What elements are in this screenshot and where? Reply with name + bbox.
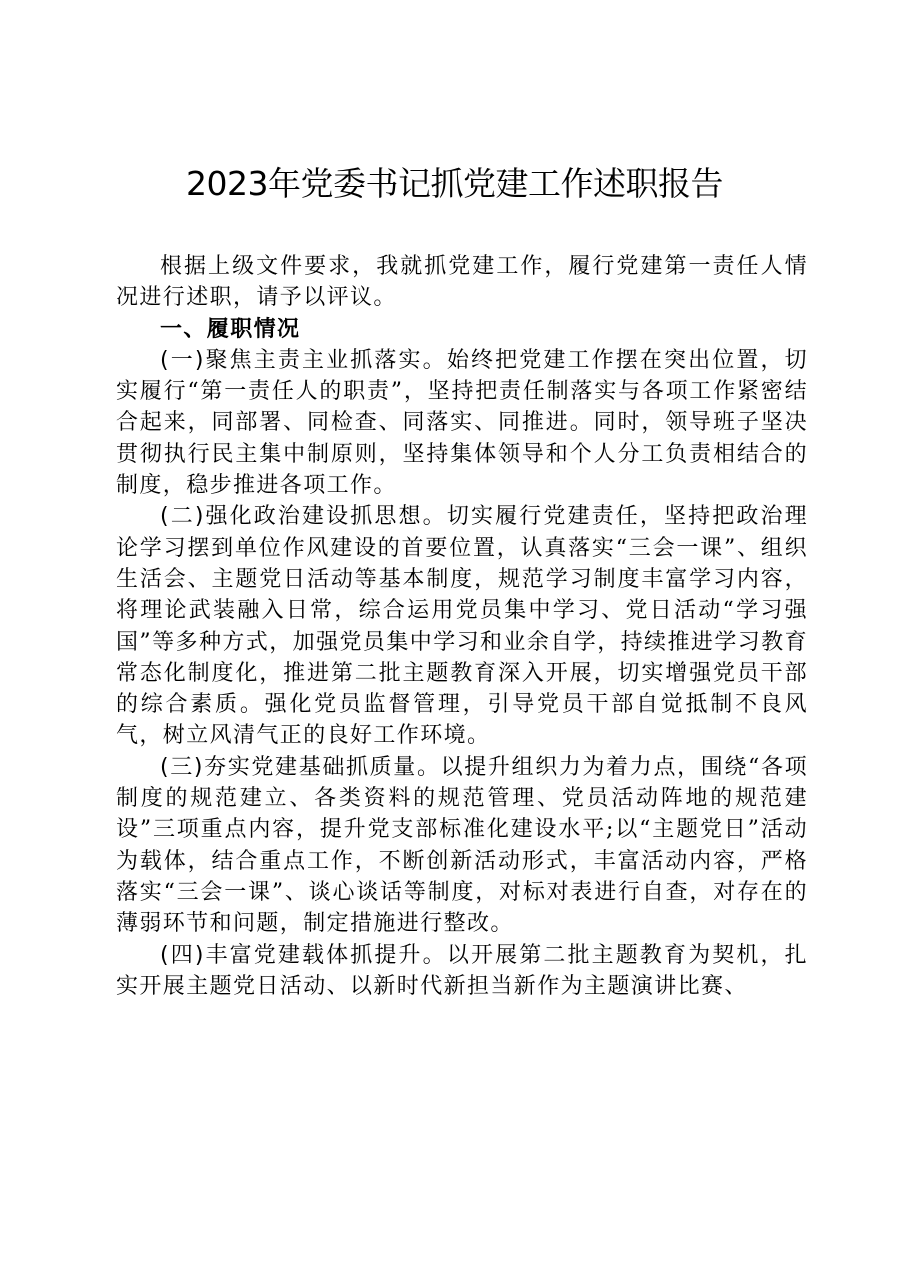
section-heading: 一、履职情况 bbox=[160, 316, 301, 342]
paragraph-1-text: 始终把党建工作摆在突出位置，切实履行“第一责任人的职责”，坚持把责任制落实与各项工作紧密结合起来，同部署、同检查、同落实、同推进。同时，领导班子坚决贯彻执行民主集中制原则，坚持集体领导和个人分工负责相结合的制度，稳步推进各项工作。 bbox=[116, 347, 808, 499]
paragraph-1-lead: (一)聚焦主责主业抓落实。 bbox=[160, 347, 447, 373]
document-title: 2023年党委书记抓党建工作述职报告 bbox=[186, 164, 723, 203]
paragraph-3 bbox=[116, 752, 808, 940]
paragraph-4-lead: (四)丰富党建载体抓提升。 bbox=[160, 942, 447, 968]
paragraph-2-text: 切实履行党建责任，坚持把政治理论学习摆到单位作风建设的首要位置，认真落实“三会一课”、组织生活会、主题党日活动等基本制度，规范学习制度丰富学习内容，将理论武装融入日常，综合运用党员集中学习、党日活动“学习强国”等多种方式，加强党员集中学习和业余自学，持续推进学习教育常态化制度化，推进第二批主题教育深入开展，切实增强党员干部的综合素质。强化党员监督管理，引导党员干部自觉抵制不良风气，树立风清气正的良好工作环境。 bbox=[116, 504, 808, 749]
paragraph-2-lead: (二)强化政治建设抓思想。 bbox=[160, 504, 447, 530]
paragraph-4-text: 以开展第二批主题教育为契机，扎实开展主题党日活动、以新时代新担当新作为主题演讲比赛、 bbox=[116, 942, 808, 999]
document-body bbox=[116, 251, 808, 1002]
paragraph-3-lead: (三)夯实党建基础抓质量。 bbox=[160, 754, 441, 780]
paragraph-1 bbox=[116, 345, 808, 501]
paragraph-4 bbox=[116, 940, 808, 1003]
paragraph-3-text: 以提升组织力为着力点，围绕“各项制度的规范建立、各类资料的规范管理、党员活动阵地的规范建设”三项重点内容，提升党支部标准化建设水平;以“主题党日”活动为载体，结合重点工作，不断创新活动形式，丰富活动内容，严格落实“三会一课”、谈心谈话等制度，对标对表进行自查，对存在的薄弱环节和问题，制定措施进行整改。 bbox=[116, 754, 808, 937]
paragraph-2 bbox=[116, 501, 808, 751]
intro-paragraph: 根据上级文件要求，我就抓党建工作，履行党建第一责任人情况进行述职，请予以评议。 bbox=[116, 254, 808, 311]
